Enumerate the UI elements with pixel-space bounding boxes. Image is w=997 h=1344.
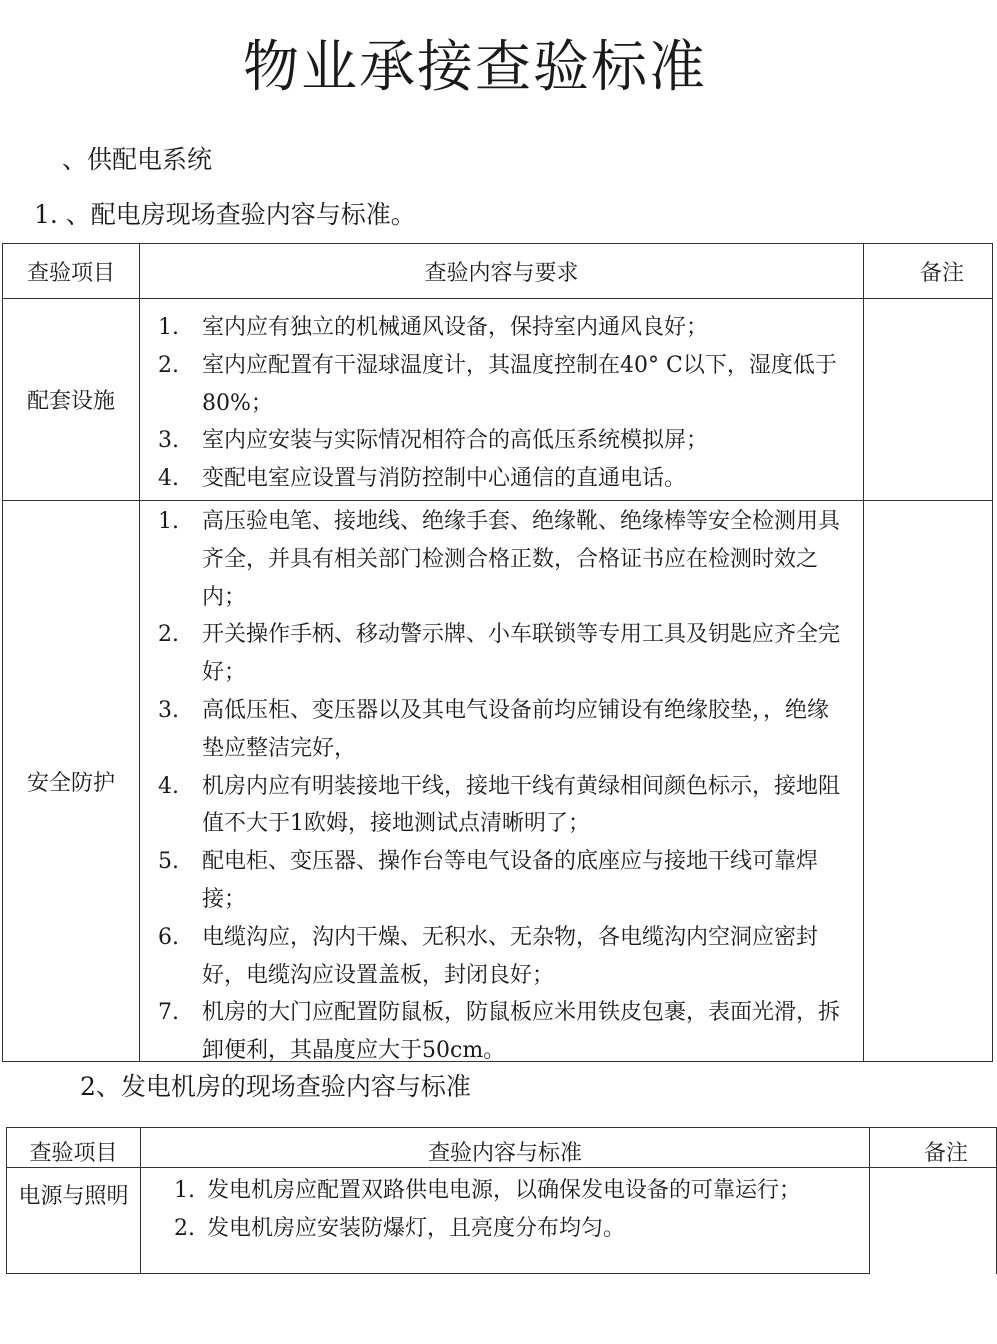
list-item: 4. 机房内应有明装接地干线，接地干线有黄绿相间颜色标示，接地阻值不大于1欧姆，接地测试点清晰明了； <box>158 773 841 837</box>
content-cell <box>141 1168 870 1274</box>
list-item: 1. 高压验电笔、接地线、绝缘手套、绝缘靴、绝缘棒等安全检测用具齐全，并具有相关部门检测合格正数，合格证书应在检测时效之内； <box>158 509 841 610</box>
list-item: 3. 高低压柜、变压器以及其电气设备前均应铺设有绝缘胶垫，，绝缘垫应整洁完好， <box>158 697 830 761</box>
table-row <box>7 1168 997 1274</box>
list-item: 6. 电缆沟应，沟内干燥、无积水、无杂物，各电缆沟内空洞应密封好，电缆沟应设置盖板，封闭良好； <box>158 924 819 988</box>
category-cell: 配套设施 <box>3 299 140 501</box>
inspection-table-2 <box>6 1127 997 1274</box>
remarks-cell <box>864 299 993 501</box>
header-content: 查验内容与要求 <box>140 244 864 299</box>
subsection-heading-2: 2、发电机房的现场查验内容与标准 <box>80 1072 471 1101</box>
subsection-heading-1: 1. 、配电房现场查验内容与标准。 <box>34 200 416 229</box>
content-cell <box>140 299 864 501</box>
table-header-row <box>3 244 993 299</box>
remarks-cell <box>864 501 993 1062</box>
header-remarks: 备注 <box>864 244 993 299</box>
requirement-list <box>140 309 840 498</box>
list-item: 4. 变配电室应设置与消防控制中心通信的直通电话。 <box>158 466 687 492</box>
list-item: 2. 发电机房应安装防爆灯，且亮度分布均匀。 <box>174 1216 626 1241</box>
list-item: 7. 机房的大门应配置防鼠板，防鼠板应米用铁皮包裹，表面光滑，拆卸便利，其晶度应大于50cm。 <box>158 1000 841 1064</box>
table-row <box>3 501 993 1062</box>
content-cell <box>140 501 864 1062</box>
page-title: 物业承接查验标准 <box>243 35 707 100</box>
list-item: 2. 室内应配置有干湿球温度计，其温度控制在40° C以下，湿度低于80%； <box>158 352 837 416</box>
list-item: 1. 发电机房应配置双路供电电源，以确保发电设备的可靠运行； <box>174 1178 802 1203</box>
list-item: 3. 室内应安装与实际情况相符合的高低压系统模拟屏； <box>158 428 709 454</box>
section-heading: 、供配电系统 <box>62 145 213 174</box>
category-cell: 安全防护 <box>3 501 140 1062</box>
remarks-cell <box>870 1168 997 1274</box>
list-item: 5. 配电柜、变压器、操作台等电气设备的底座应与接地干线可靠焊接； <box>158 849 819 912</box>
table-header-row <box>7 1128 997 1168</box>
header-content: 查验内容与标准 <box>141 1128 870 1168</box>
header-item: 查验项目 <box>7 1128 141 1168</box>
header-item: 查验项目 <box>3 244 140 299</box>
list-item: 2. 开关操作手柄、移动警示牌、小车联锁等专用工具及钥匙应齐全完好； <box>158 622 841 686</box>
header-remarks: 备注 <box>870 1128 997 1168</box>
requirement-list <box>140 503 840 1070</box>
list-item: 1. 室内应有独立的机械通风设备，保持室内通风良好； <box>158 315 709 340</box>
table-row <box>3 299 993 501</box>
category-cell: 电源与照明 <box>7 1168 141 1274</box>
inspection-table-1 <box>2 243 993 1062</box>
